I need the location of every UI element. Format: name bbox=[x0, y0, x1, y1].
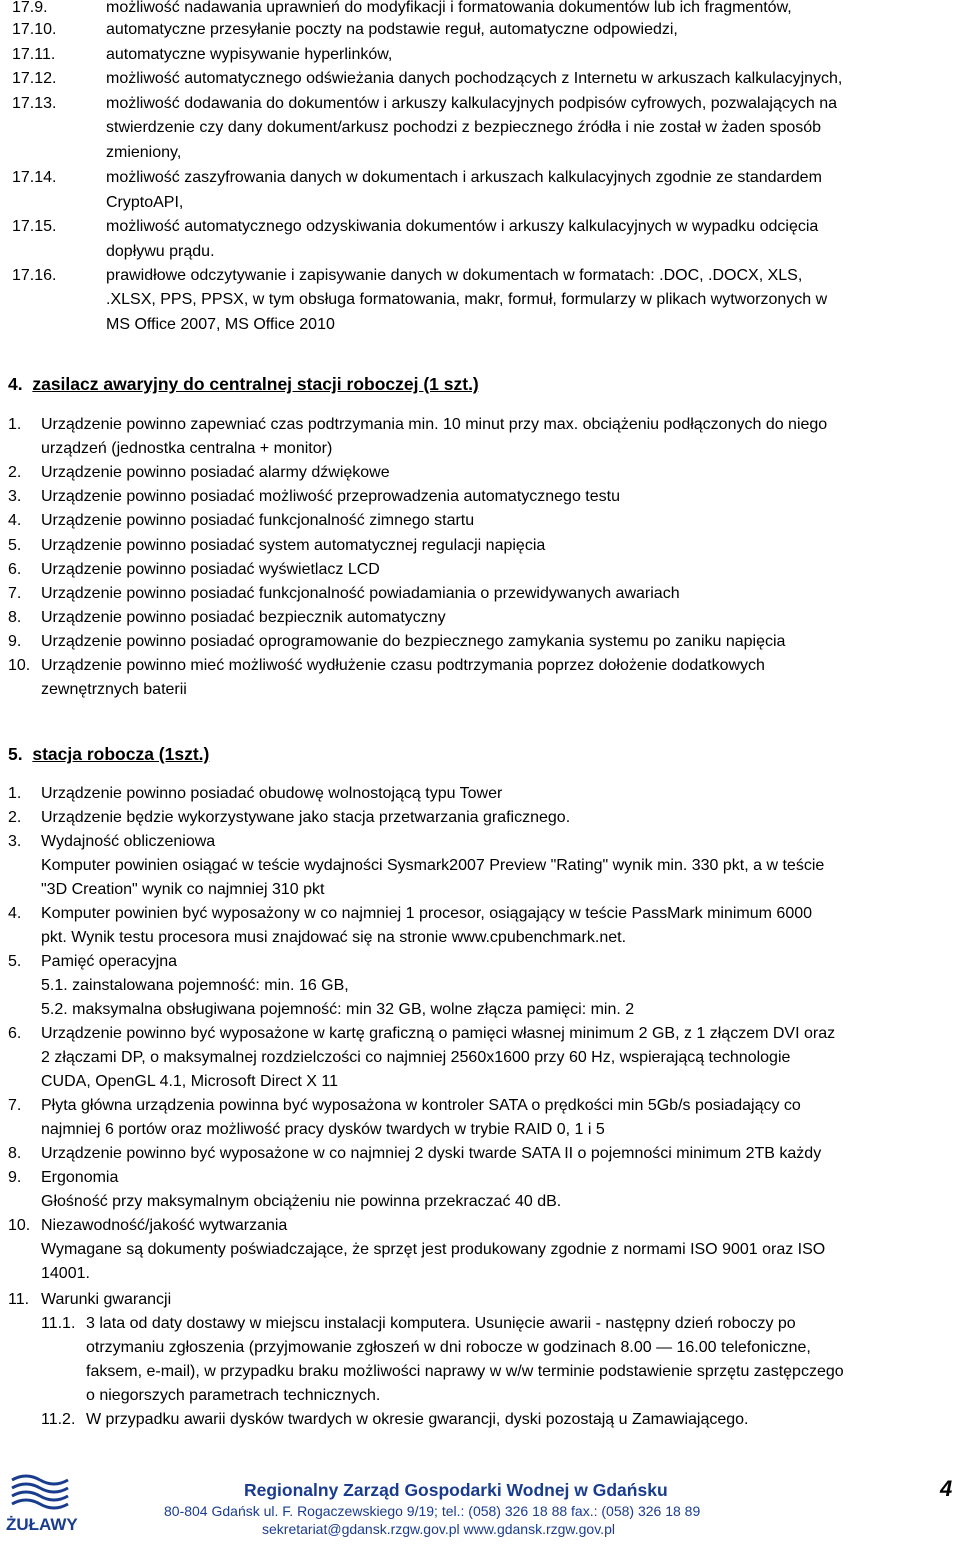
list-item-number: 8. bbox=[8, 1145, 22, 1162]
list-item-text: Urządzenie powinno posiadać alarmy dźwiękowe bbox=[41, 464, 390, 481]
list-item-number: 4. bbox=[8, 905, 22, 922]
list-item-text: CUDA, OpenGL 4.1, Microsoft Direct X 11 bbox=[41, 1073, 338, 1090]
list-item-number: 5. bbox=[8, 953, 22, 970]
list-item-number: 8. bbox=[8, 609, 22, 626]
list-item-number: 17.9. bbox=[12, 0, 48, 16]
list-item-text: możliwość automatycznego odświeżania danych pochodzących z Internetu w arkuszach kalkulacyjnych, bbox=[106, 70, 843, 87]
list-item-number: 10. bbox=[8, 1217, 31, 1234]
list-item-text: prawidłowe odczytywanie i zapisywanie danych w dokumentach w formatach: .DOC, .DOCX, XLS, bbox=[106, 267, 803, 284]
list-item-text: urządzeń (jednostka centralna + monitor) bbox=[41, 440, 333, 457]
list-item-text: Urządzenie powinno posiadać bezpiecznik automatyczny bbox=[41, 609, 446, 626]
list-item-number: 2. bbox=[8, 464, 22, 481]
list-item-number: 17.11. bbox=[12, 46, 56, 63]
list-item-text: Urządzenie powinno posiadać system automatycznej regulacji napięcia bbox=[41, 537, 546, 554]
list-item-text: stwierdzenie czy dany dokument/arkusz pochodzi z bezpiecznego źródła i nie został w żaden sposób bbox=[106, 119, 822, 136]
list-item-text: Warunki gwarancji bbox=[41, 1291, 172, 1308]
list-item-text: CryptoAPI, bbox=[106, 194, 184, 211]
footer-organization: Regionalny Zarząd Gospodarki Wodnej w Gdańsku bbox=[244, 1480, 668, 1500]
list-item-text: pkt. Wynik testu procesora musi znajdować się na stronie www.cpubenchmark.net. bbox=[41, 929, 627, 946]
list-item-text: Wydajność obliczeniowa bbox=[41, 833, 216, 850]
list-item-text: zmieniony, bbox=[106, 144, 182, 161]
list-item-text: Płyta główna urządzenia powinna być wyposażona w kontroler SATA o prędkości min 5Gb/s posiadający co bbox=[41, 1097, 801, 1114]
list-item-text: MS Office 2007, MS Office 2010 bbox=[106, 316, 335, 333]
list-item-number: 5. bbox=[8, 537, 22, 554]
zulawy-logo bbox=[6, 1470, 82, 1538]
page-number: 4 bbox=[940, 1476, 953, 1501]
list-item-number: 6. bbox=[8, 561, 22, 578]
list-item-number: 3. bbox=[8, 833, 22, 850]
list-item-number: 7. bbox=[8, 1097, 22, 1114]
footer-contact: sekretariat@gdansk.rzgw.gov.pl www.gdansk.rzgw.gov.pl bbox=[262, 1521, 615, 1537]
list-item-number: 17.14. bbox=[12, 169, 57, 186]
list-item-text: otrzymaniu zgłoszenia (przyjmowanie zgłoszeń w dni robocze w godzinach 8.00 — 16.00 telefoniczne, bbox=[86, 1339, 811, 1356]
list-item-text: Głośność przy maksymalnym obciążeniu nie powinna przekraczać 40 dB. bbox=[41, 1193, 562, 1210]
list-item-text: Urządzenie powinno mieć możliwość wydłużenie czasu podtrzymania poprzez dołożenie dodatkowych bbox=[41, 657, 765, 674]
list-item-text: Urządzenie będzie wykorzystywane jako stacja przetwarzania graficznego. bbox=[41, 809, 571, 826]
list-item-text: Urządzenie powinno posiadać obudowę wolnostojącą typu Tower bbox=[41, 785, 503, 802]
list-item-text: Urządzenie powinno być wyposażone w kartę graficzną o pamięci własnej minimum 2 GB, z 1 złączem DVI oraz bbox=[41, 1025, 836, 1042]
list-item-text: automatyczne przesyłanie poczty na podstawie reguł, automatyczne odpowiedzi, bbox=[106, 21, 678, 38]
list-item-text: 5.2. maksymalna obsługiwana pojemność: min 32 GB, wolne złącza pamięci: min. 2 bbox=[41, 1001, 635, 1018]
footer-address: 80-804 Gdańsk ul. F. Rogaczewskiego 9/19; tel.: (058) 326 18 88 fax.: (058) 326 18 89 bbox=[164, 1503, 701, 1519]
list-item-text: Komputer powinien osiągać w teście wydajności Sysmark2007 Preview "Rating" wynik min. 330 pkt, a w teście bbox=[41, 857, 825, 874]
list-item-text: możliwość automatycznego odzyskiwania dokumentów i arkuszy kalkulacyjnych w wypadku odcięcia bbox=[106, 218, 819, 235]
list-item-number: 3. bbox=[8, 488, 22, 505]
list-item-number: 17.13. bbox=[12, 95, 57, 112]
section-4-heading: 4. zasilacz awaryjny do centralnej stacji roboczej (1 szt.) bbox=[8, 374, 479, 394]
list-item-text: Niezawodność/jakość wytwarzania bbox=[41, 1217, 288, 1234]
list-item-text: 3 lata od daty dostawy w miejscu instalacji komputera. Usunięcie awarii - następny dzień roboczy po bbox=[86, 1315, 796, 1332]
list-item-text: Urządzenie powinno posiadać oprogramowanie do bezpiecznego zamykania systemu po zaniku napięcia bbox=[41, 633, 786, 650]
svg-text:ŻUŁAWY: ŻUŁAWY bbox=[6, 1515, 78, 1534]
list-item-number: 11.2. bbox=[41, 1411, 76, 1428]
list-item-text: .XLSX, PPS, PPSX, w tym obsługa formatowania, makr, formuł, formularzy w plikach wytworzonych w bbox=[106, 291, 828, 308]
list-item-text: Komputer powinien być wyposażony w co najmniej 1 procesor, osiągający w teście PassMark minimum 6000 bbox=[41, 905, 813, 922]
list-item-text: 14001. bbox=[41, 1265, 90, 1282]
list-item-number: 9. bbox=[8, 633, 22, 650]
list-item-text: automatyczne wypisywanie hyperlinków, bbox=[106, 46, 393, 63]
list-item-text: Pamięć operacyjna bbox=[41, 953, 178, 970]
list-item-text: "3D Creation" wynik co najmniej 310 pkt bbox=[41, 881, 325, 898]
list-item-text: Urządzenie powinno być wyposażone w co najmniej 2 dyski twarde SATA II o pojemności minimum 2TB każdy bbox=[41, 1145, 822, 1162]
list-item-number: 17.12. bbox=[12, 70, 57, 87]
list-item-text: Urządzenie powinno posiadać wyświetlacz LCD bbox=[41, 561, 380, 578]
list-item-text: możliwość dodawania do dokumentów i arkuszy kalkulacyjnych podpisów cyfrowych, pozwalających na bbox=[106, 95, 838, 112]
list-item-number: 7. bbox=[8, 585, 22, 602]
list-item-text: o niegorszych parametrach technicznych. bbox=[86, 1387, 381, 1404]
list-item-text: Urządzenie powinno zapewniać czas podtrzymania min. 10 minut przy max. obciążeniu podłączonych do niego bbox=[41, 416, 828, 433]
list-item-number: 17.15. bbox=[12, 218, 57, 235]
list-item-text: możliwość zaszyfrowania danych w dokumentach i arkuszach kalkulacyjnych zgodnie ze standardem bbox=[106, 169, 822, 186]
list-item-number: 2. bbox=[8, 809, 22, 826]
list-item-number: 17.16. bbox=[12, 267, 57, 284]
list-item-number: 11.1. bbox=[41, 1315, 76, 1332]
list-item-number: 11. bbox=[8, 1291, 30, 1308]
list-item-text: dopływu prądu. bbox=[106, 243, 215, 260]
list-item-text: zewnętrznych baterii bbox=[41, 681, 187, 698]
list-item-text: najmniej 6 portów oraz możliwość pracy dysków twardych w trybie RAID 0, 1 i 5 bbox=[41, 1121, 605, 1138]
list-item-text: Urządzenie powinno posiadać funkcjonalność zimnego startu bbox=[41, 512, 475, 529]
list-item-text: W przypadku awarii dysków twardych w okresie gwarancji, dyski pozostają u Zamawiającego. bbox=[86, 1411, 749, 1428]
list-item-text: faksem, e-mail), w przypadku braku możliwości naprawy w w/w terminie podstawienie sprzętu zastępczego bbox=[86, 1363, 844, 1380]
list-item-number: 17.10. bbox=[12, 21, 57, 38]
list-item-number: 6. bbox=[8, 1025, 22, 1042]
list-item-number: 10. bbox=[8, 657, 31, 674]
logo-waves-icon bbox=[6, 1470, 82, 1538]
list-item-number: 1. bbox=[8, 416, 22, 433]
list-item-number: 4. bbox=[8, 512, 22, 529]
list-item-number: 1. bbox=[8, 785, 22, 802]
list-item-text: 2 złączami DP, o maksymalnej rozdzielczości co najmniej 2560x1600 przy 60 Hz, wspierającą technologie bbox=[41, 1049, 791, 1066]
list-item-text: 5.1. zainstalowana pojemność: min. 16 GB, bbox=[41, 977, 349, 994]
list-item-text: Ergonomia bbox=[41, 1169, 119, 1186]
list-item-text: Urządzenie powinno posiadać funkcjonalność powiadamiania o przewidywanych awariach bbox=[41, 585, 680, 602]
list-item-text: Urządzenie powinno posiadać możliwość przeprowadzenia automatycznego testu bbox=[41, 488, 620, 505]
list-item-text: możliwość nadawania uprawnień do modyfikacji i formatowania dokumentów lub ich fragmentów, bbox=[106, 0, 792, 16]
list-item-number: 9. bbox=[8, 1169, 22, 1186]
list-item-text: Wymagane są dokumenty poświadczające, że sprzęt jest produkowany zgodnie z normami ISO 9001 oraz ISO bbox=[41, 1241, 826, 1258]
section-5-heading: 5. stacja robocza (1szt.) bbox=[8, 744, 210, 764]
